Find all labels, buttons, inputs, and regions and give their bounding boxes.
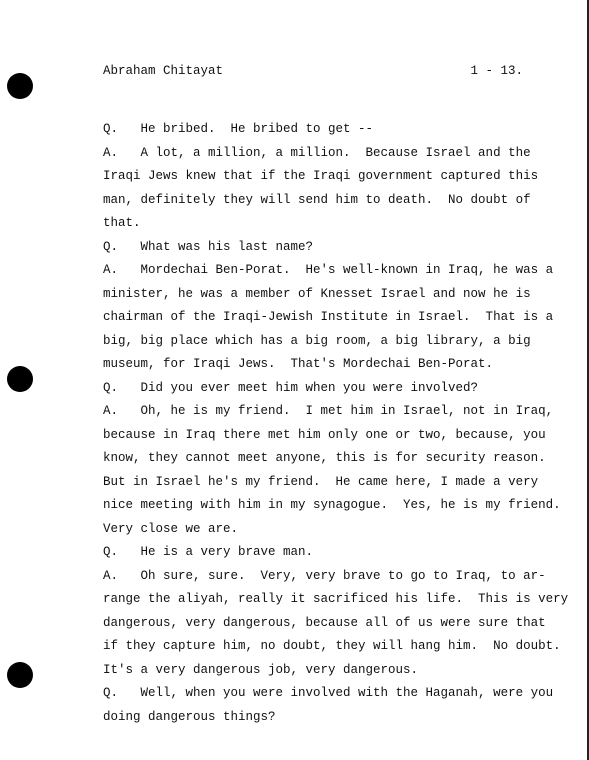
transcript-line: doing dangerous things?	[103, 709, 276, 724]
transcript-line: know, they cannot meet anyone, this is for security reason.	[103, 451, 546, 465]
transcript-line: Q. Well, when you were involved with the Haganah, were you	[103, 686, 554, 700]
transcript-line: Q. He bribed. He bribed to get --	[103, 122, 374, 136]
transcript-line: museum, for Iraqi Jews. That's Mordechai Ben-Porat.	[103, 357, 494, 371]
transcript-body	[103, 118, 569, 729]
transcript-line: range the aliyah, really it sacrificed his life. This is very	[103, 592, 569, 606]
transcript-line: nice meeting with him in my synagogue. Yes, he is my friend.	[103, 498, 561, 512]
transcript-line: that.	[103, 216, 141, 230]
punch-hole-top	[7, 73, 33, 99]
transcript-line: A. Oh sure, sure. Very, very brave to go to Iraq, to ar-	[103, 568, 546, 583]
page-header	[103, 64, 523, 82]
transcript-line: chairman of the Iraqi-Jewish Institute in Israel. That is a	[103, 310, 554, 324]
transcript-line: Q. He is a very brave man.	[103, 545, 314, 559]
transcript-line: But in Israel he's my friend. He came here, I made a very	[103, 474, 539, 489]
transcript-line: minister, he was a member of Knesset Israel and now he is	[103, 286, 531, 301]
transcript-line: It's a very dangerous job, very dangerous.	[103, 662, 419, 677]
transcript-line: man, definitely they will send him to death. No doubt of	[103, 192, 531, 207]
transcript-line: Q. Did you ever meet him when you were involved?	[103, 380, 479, 395]
interviewee-name: Abraham Chitayat	[103, 64, 224, 78]
transcript-line: dangerous, very dangerous, because all of us were sure that	[103, 615, 546, 630]
transcript-line: because in Iraq there met him only one or two, because, you	[103, 427, 546, 442]
transcript-line: Iraqi Jews knew that if the Iraqi government captured this	[103, 169, 539, 183]
transcript-line: A. Mordechai Ben-Porat. He's well-known in Iraq, he was a	[103, 263, 554, 277]
transcript-line: A. Oh, he is my friend. I met him in Israel, not in Iraq,	[103, 404, 554, 418]
transcript-line: Very close we are.	[103, 521, 239, 536]
transcript-line: A. A lot, a million, a million. Because Israel and the	[103, 145, 531, 160]
page-number: 1 - 13.	[470, 64, 523, 78]
punch-hole-middle	[7, 366, 33, 392]
transcript-line: if they capture him, no doubt, they will hang him. No doubt.	[103, 639, 561, 653]
transcript-line: big, big place which has a big room, a big library, a big	[103, 333, 531, 348]
transcript-line: Q. What was his last name?	[103, 239, 314, 254]
punch-hole-bottom	[7, 662, 33, 688]
